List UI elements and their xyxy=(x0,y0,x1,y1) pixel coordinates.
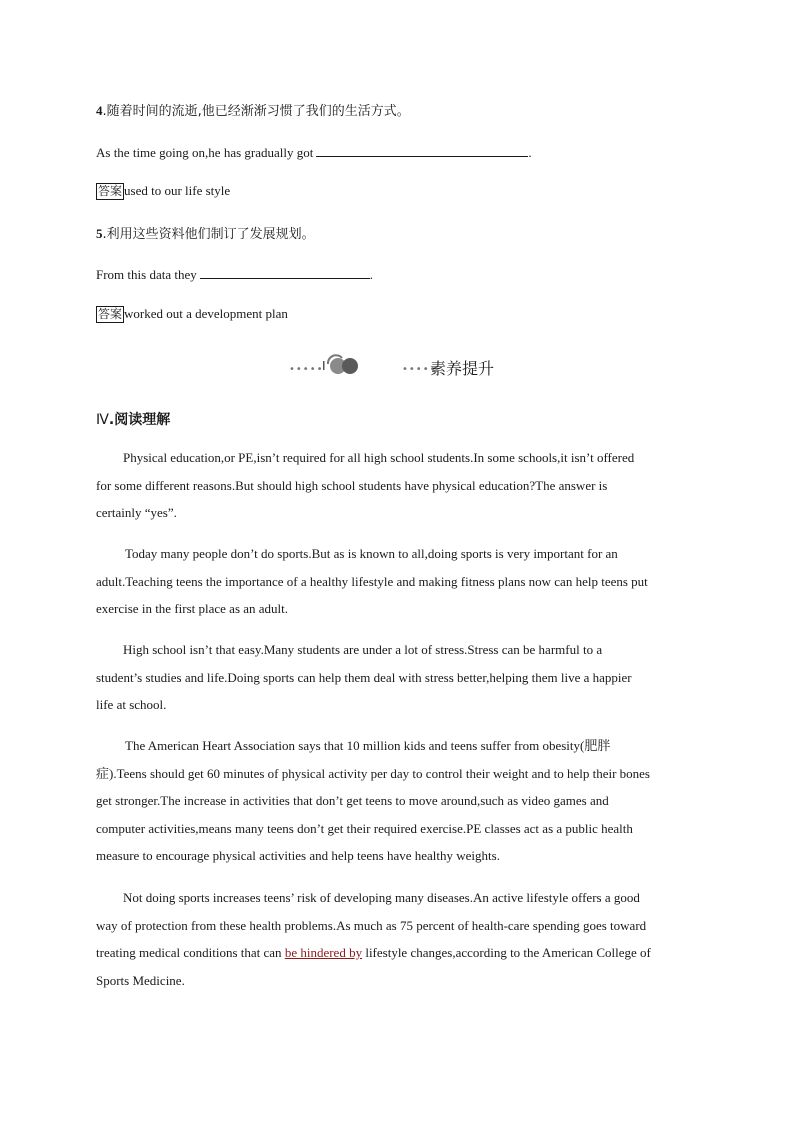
sentence-text: As the time going on,he has gradually got xyxy=(96,145,314,160)
paragraph-1 xyxy=(96,444,696,527)
question-5-answer xyxy=(96,306,288,323)
sentence-end: . xyxy=(369,267,373,282)
line-text: treating medical conditions that can xyxy=(96,945,285,960)
question-4-sentence xyxy=(96,144,532,161)
paragraph-line: measure to encourage physical activities and help teens have healthy weights. xyxy=(96,848,500,863)
line-text: lifestyle changes,according to the American College of xyxy=(362,945,651,960)
paragraph-line xyxy=(96,939,696,967)
paragraph-line: 症).Teens should get 60 minutes of physical activity per day to control their weight and to help their bones xyxy=(96,765,650,781)
paragraph-line: The American Heart Association says that 10 million kids and teens suffer from obesity(肥胖 xyxy=(125,738,611,753)
section-numeral: Ⅳ xyxy=(96,412,109,428)
answer-text: used to our life style xyxy=(124,183,231,198)
dots-left: ••••• xyxy=(289,364,324,375)
question-number: 4 xyxy=(96,103,103,118)
paragraph-line: adult.Teaching teens the importance of a healthy lifestyle and making fitness plans now can help teens put xyxy=(96,573,648,589)
sentence-text: From this data they xyxy=(96,267,197,282)
paragraph-line: Today many people don’t do sports.But as is known to all,doing sports is very important for an xyxy=(125,546,618,561)
section-title: .阅读理解 xyxy=(108,412,171,428)
question-4-answer xyxy=(96,183,230,200)
paragraph-line: student’s studies and life.Doing sports can help them deal with stress better,helping them live a happier xyxy=(96,669,632,685)
banner-emblem-icon xyxy=(322,352,368,378)
banner-title: 素养提升 xyxy=(430,359,495,378)
highlighted-phrase: be hindered by xyxy=(284,945,363,960)
paragraph-line: certainly “yes”. xyxy=(96,505,177,520)
paragraph-line: get stronger.The increase in activities that don’t get teens to move around,such as video games and xyxy=(96,793,609,808)
paragraph-line: High school isn’t that easy.Many students are under a lot of stress.Stress can be harmful to a xyxy=(123,642,603,657)
section-heading xyxy=(96,409,170,429)
sentence-end: . xyxy=(528,145,532,160)
paragraph-line: life at school. xyxy=(96,697,167,712)
paragraph-line: Sports Medicine. xyxy=(96,972,185,988)
question-4-prompt xyxy=(96,103,410,120)
answer-text: worked out a development plan xyxy=(124,306,288,321)
answer-blank[interactable] xyxy=(200,266,370,279)
answer-tag: 答案 xyxy=(98,184,123,198)
section-banner xyxy=(286,352,516,380)
question-text: .随着时间的流逝,他已经渐渐习惯了我们的生活方式。 xyxy=(102,104,410,119)
dots-right: ••••• xyxy=(402,364,437,375)
paragraph-line: exercise in the first place as an adult. xyxy=(96,601,289,616)
paragraph-line: way of protection from these health problems.As much as 75 percent of health-care spending goes toward xyxy=(96,917,647,933)
paragraph-line: for some different reasons.But should high school students have physical education?The answer is xyxy=(96,477,608,493)
paragraph-3 xyxy=(96,636,696,719)
paragraph-2 xyxy=(96,540,696,623)
paragraph-5 xyxy=(96,884,696,994)
question-text: .利用这些资料他们制订了发展规划。 xyxy=(102,227,315,242)
paragraph-line: Not doing sports increases teens’ risk of developing many diseases.An active lifestyle offers a good xyxy=(123,890,640,905)
paragraph-line: Physical education,or PE,isn’t required for all high school students.In some schools,it isn’t offered xyxy=(123,450,635,465)
answer-tag: 答案 xyxy=(98,307,123,321)
paragraph-line: computer activities,means many teens don’t get their required exercise.PE classes act as a public health xyxy=(96,820,633,836)
question-number: 5 xyxy=(96,226,103,241)
question-5-sentence xyxy=(96,266,373,283)
paragraph-4 xyxy=(96,732,696,870)
answer-blank[interactable] xyxy=(316,144,528,157)
question-5-prompt xyxy=(96,226,315,243)
